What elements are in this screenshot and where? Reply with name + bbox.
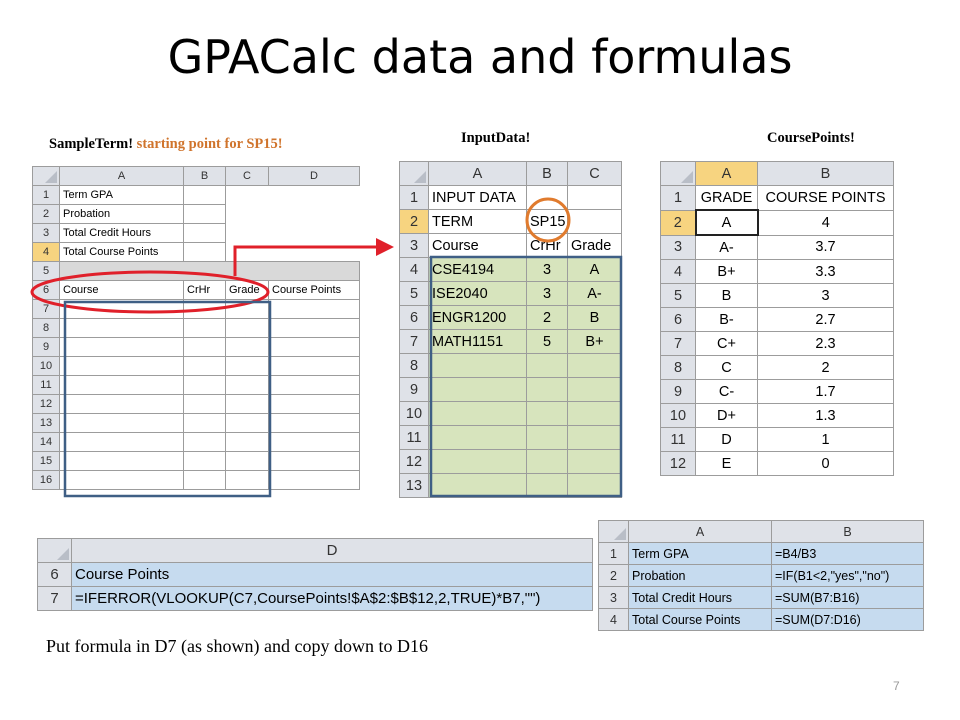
- cell[interactable]: Probation: [629, 565, 772, 587]
- row-header[interactable]: 5: [400, 282, 429, 306]
- row-header[interactable]: 4: [400, 258, 429, 282]
- row-header[interactable]: 6: [38, 563, 72, 587]
- instruction-note: Put formula in D7 (as shown) and copy down to D16: [46, 636, 428, 656]
- row-header[interactable]: 4: [599, 609, 629, 631]
- cell[interactable]: INPUT DATA: [429, 186, 527, 210]
- page-number: 7: [893, 679, 900, 693]
- cell[interactable]: Total Course Points: [629, 609, 772, 631]
- cell[interactable]: A-: [696, 235, 758, 260]
- cell[interactable]: CSE4194: [429, 258, 527, 282]
- row-header[interactable]: 12: [661, 452, 696, 476]
- cell[interactable]: Course: [429, 234, 527, 258]
- cell[interactable]: MATH1151: [429, 330, 527, 354]
- cell[interactable]: A-: [568, 282, 622, 306]
- row-header[interactable]: 10: [661, 404, 696, 428]
- column-header[interactable]: B: [527, 162, 568, 186]
- cell[interactable]: B+: [568, 330, 622, 354]
- row-header[interactable]: 3: [400, 234, 429, 258]
- row-header[interactable]: 8: [33, 319, 60, 338]
- row-header[interactable]: 8: [661, 356, 696, 380]
- cell[interactable]: Term GPA: [60, 186, 184, 205]
- course-points-caption: CoursePoints!: [767, 130, 855, 146]
- row-header[interactable]: 2: [400, 210, 429, 234]
- cell[interactable]: Probation: [60, 205, 184, 224]
- row-header[interactable]: 10: [33, 357, 60, 376]
- sample-term-data-frame: [65, 302, 270, 496]
- formula-cell[interactable]: =SUM(D7:D16): [772, 609, 924, 631]
- row-header[interactable]: 13: [400, 474, 429, 498]
- input-data-frame: [431, 257, 621, 496]
- row-header[interactable]: 3: [661, 235, 696, 260]
- row-header[interactable]: 7: [33, 300, 60, 319]
- cell[interactable]: Total Credit Hours: [629, 587, 772, 609]
- cell[interactable]: Total Credit Hours: [60, 224, 184, 243]
- formula-cell[interactable]: =SUM(B7:B16): [772, 587, 924, 609]
- row-header[interactable]: 3: [599, 587, 629, 609]
- row-header[interactable]: 13: [33, 414, 60, 433]
- cell[interactable]: Grade: [226, 281, 269, 300]
- column-header[interactable]: A: [60, 167, 184, 186]
- cell[interactable]: ENGR1200: [429, 306, 527, 330]
- row-header[interactable]: 16: [33, 471, 60, 490]
- cell[interactable]: E: [696, 452, 758, 476]
- column-header[interactable]: C: [568, 162, 622, 186]
- cell[interactable]: Course Points: [269, 281, 360, 300]
- sample-term-note: starting point for SP15!: [136, 136, 283, 152]
- cell[interactable]: CrHr: [527, 234, 568, 258]
- cell[interactable]: 4: [758, 210, 894, 235]
- row-header[interactable]: 4: [33, 243, 60, 262]
- cell[interactable]: Course Points: [72, 563, 593, 587]
- row-header[interactable]: 7: [661, 332, 696, 356]
- cell[interactable]: B+: [696, 260, 758, 284]
- cell[interactable]: D: [696, 428, 758, 452]
- cell[interactable]: Grade: [568, 234, 622, 258]
- cell[interactable]: 0: [758, 452, 894, 476]
- row-header[interactable]: 5: [33, 262, 60, 281]
- cell[interactable]: Total Course Points: [60, 243, 184, 262]
- row-header[interactable]: 14: [33, 433, 60, 452]
- cell[interactable]: 2: [527, 306, 568, 330]
- column-header[interactable]: C: [226, 167, 269, 186]
- formula-cell[interactable]: =B4/B3: [772, 543, 924, 565]
- cell[interactable]: C+: [696, 332, 758, 356]
- row-header[interactable]: 1: [661, 186, 696, 211]
- slide-title: GPACalc data and formulas: [167, 30, 793, 84]
- row-header[interactable]: 12: [33, 395, 60, 414]
- row-header[interactable]: 7: [400, 330, 429, 354]
- cell[interactable]: C-: [696, 380, 758, 404]
- row-header[interactable]: 1: [400, 186, 429, 210]
- row-header[interactable]: 6: [33, 281, 60, 300]
- cell[interactable]: 1: [758, 428, 894, 452]
- cell[interactable]: D+: [696, 404, 758, 428]
- cell[interactable]: 2: [758, 356, 894, 380]
- cell[interactable]: ISE2040: [429, 282, 527, 306]
- cell[interactable]: SP15: [527, 210, 568, 234]
- row-header[interactable]: 6: [661, 308, 696, 332]
- cell[interactable]: 3: [527, 258, 568, 282]
- sample-term-label: SampleTerm!: [49, 136, 134, 152]
- cell[interactable]: B: [568, 306, 622, 330]
- active-cell[interactable]: A: [696, 210, 758, 235]
- cell[interactable]: Term GPA: [629, 543, 772, 565]
- column-header[interactable]: A: [696, 162, 758, 186]
- row-header[interactable]: 11: [400, 426, 429, 450]
- cell[interactable]: 2.7: [758, 308, 894, 332]
- term-value-highlight-circle: [527, 199, 569, 241]
- column-header[interactable]: D: [72, 539, 593, 563]
- column-header[interactable]: B: [184, 167, 226, 186]
- cell[interactable]: 1.3: [758, 404, 894, 428]
- cell[interactable]: B-: [696, 308, 758, 332]
- cell[interactable]: 3.7: [758, 235, 894, 260]
- cell[interactable]: 3: [758, 284, 894, 308]
- row-header[interactable]: 9: [33, 338, 60, 357]
- row-header[interactable]: 6: [400, 306, 429, 330]
- row-header[interactable]: 2: [661, 210, 696, 235]
- row-header[interactable]: 8: [400, 354, 429, 378]
- cell[interactable]: GRADE: [696, 186, 758, 211]
- row-header[interactable]: 1: [599, 543, 629, 565]
- row-header[interactable]: 2: [33, 205, 60, 224]
- formula-cell[interactable]: =IF(B1<2,"yes","no"): [772, 565, 924, 587]
- row-header[interactable]: 2: [599, 565, 629, 587]
- row-header[interactable]: 15: [33, 452, 60, 471]
- header-row-highlight-ellipse: [32, 272, 268, 312]
- column-header[interactable]: B: [772, 521, 924, 543]
- row-header[interactable]: 7: [38, 587, 72, 611]
- cell[interactable]: B: [696, 284, 758, 308]
- row-header[interactable]: 12: [400, 450, 429, 474]
- cell[interactable]: 5: [527, 330, 568, 354]
- cell[interactable]: 1.7: [758, 380, 894, 404]
- column-header[interactable]: D: [269, 167, 360, 186]
- row-header[interactable]: 9: [400, 378, 429, 402]
- cell[interactable]: COURSE POINTS: [758, 186, 894, 211]
- cell[interactable]: 3: [527, 282, 568, 306]
- cell[interactable]: TERM: [429, 210, 527, 234]
- cell[interactable]: Course: [60, 281, 184, 300]
- input-data-caption: InputData!: [461, 130, 531, 146]
- row-header[interactable]: 11: [33, 376, 60, 395]
- row-header[interactable]: 11: [661, 428, 696, 452]
- cell[interactable]: C: [696, 356, 758, 380]
- red-arrow-icon: [235, 247, 388, 276]
- row-header[interactable]: 3: [33, 224, 60, 243]
- row-header[interactable]: 1: [33, 186, 60, 205]
- row-header[interactable]: 4: [661, 260, 696, 284]
- row-header[interactable]: 10: [400, 402, 429, 426]
- cell[interactable]: 3.3: [758, 260, 894, 284]
- row-header[interactable]: 9: [661, 380, 696, 404]
- formula-cell[interactable]: =IFERROR(VLOOKUP(C7,CoursePoints!$A$2:$B$12,2,TRUE)*B7,""): [72, 587, 593, 611]
- cell[interactable]: A: [568, 258, 622, 282]
- cell[interactable]: CrHr: [184, 281, 226, 300]
- row-header[interactable]: 5: [661, 284, 696, 308]
- column-header[interactable]: A: [629, 521, 772, 543]
- column-header[interactable]: B: [758, 162, 894, 186]
- column-header[interactable]: A: [429, 162, 527, 186]
- cell[interactable]: 2.3: [758, 332, 894, 356]
